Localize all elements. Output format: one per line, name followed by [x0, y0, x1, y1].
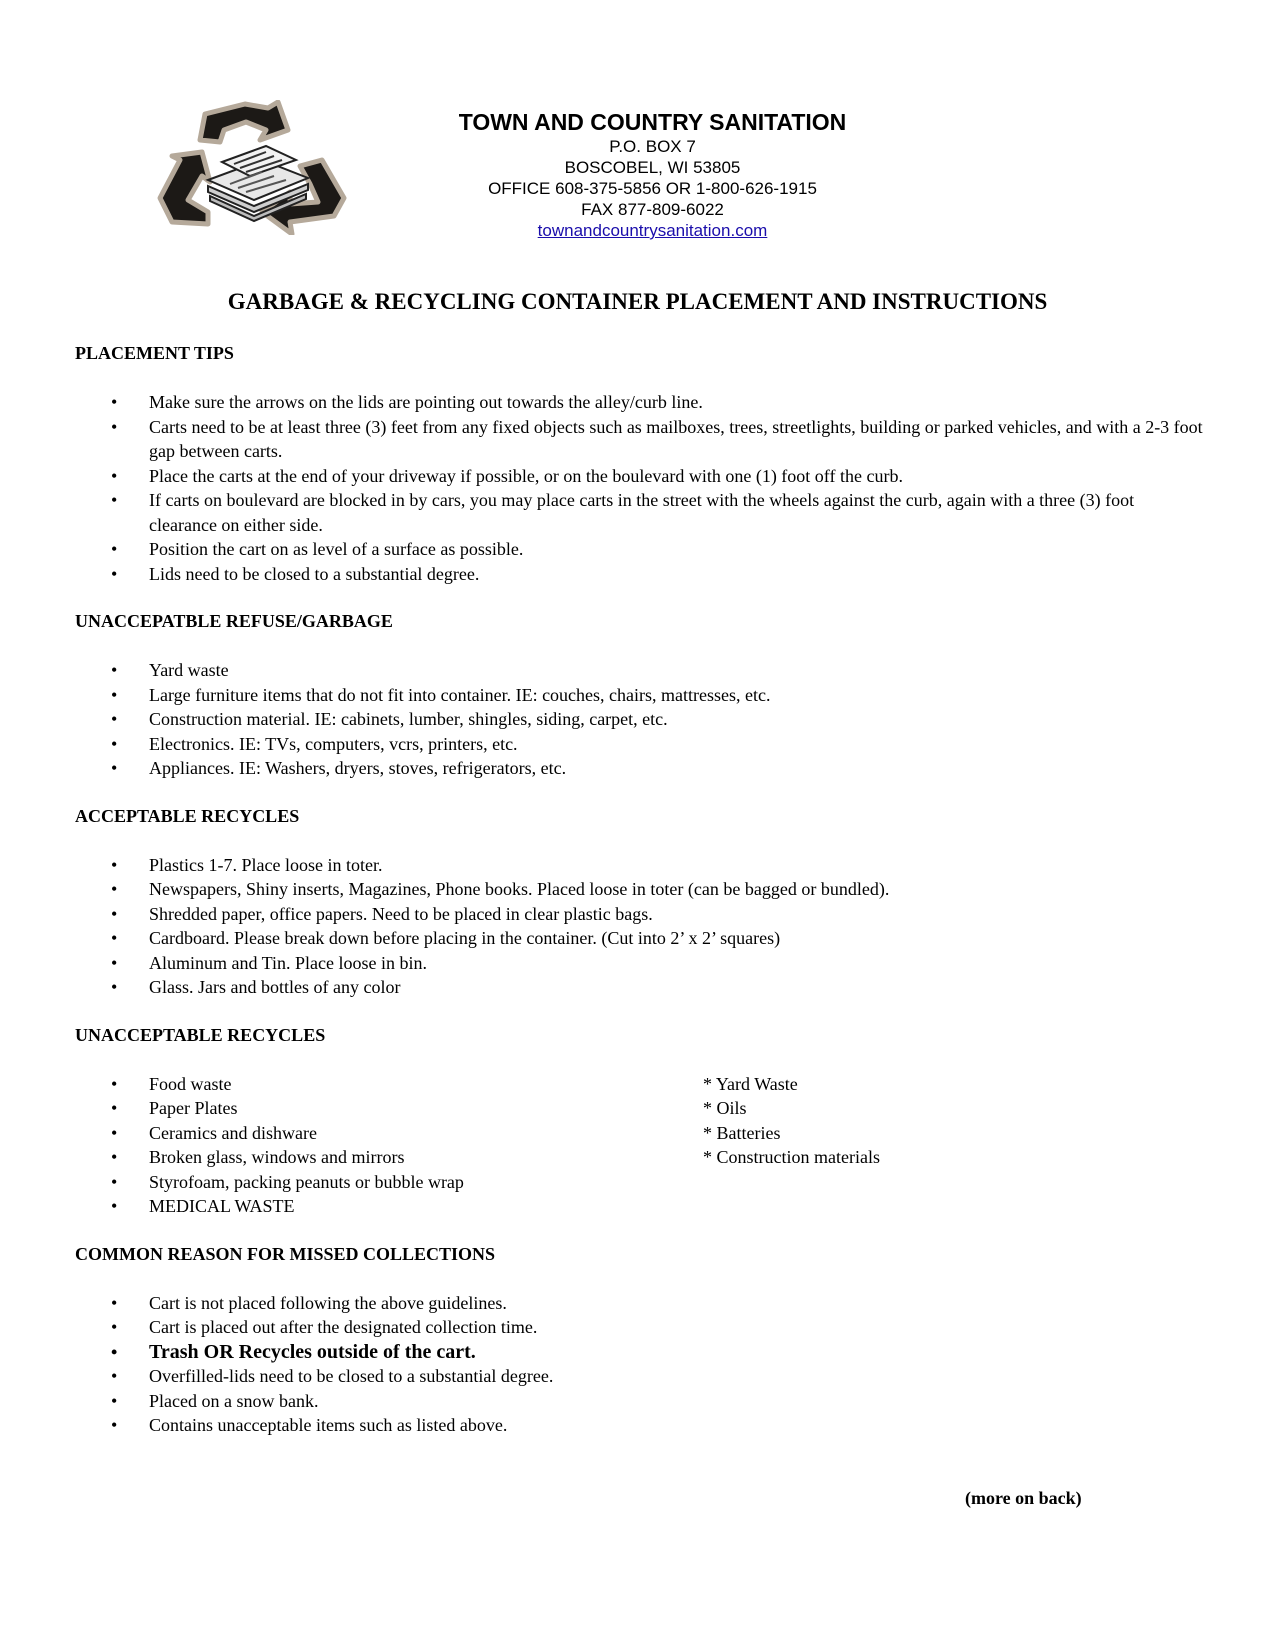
recycle-newspaper-icon [150, 100, 355, 235]
fax-number: FAX 877-809-6022 [581, 200, 724, 219]
document-body [75, 342, 1205, 1462]
acceptable-recycles-section [75, 805, 1205, 1000]
list-item: • Electronics. IE: TVs, computers, vcrs, printers, etc. [75, 732, 1205, 757]
asterisk-item: * Yard Waste [703, 1073, 798, 1094]
list-item: • MEDICAL WASTE [75, 1194, 1205, 1219]
list-item: • Placed on a snow bank. [75, 1389, 1205, 1414]
po-box: P.O. BOX 7 [609, 137, 696, 156]
unacceptable-recycles-section [75, 1024, 1205, 1219]
website-link[interactable]: townandcountrysanitation.com [537, 221, 768, 240]
office-phone: OFFICE 608-375-5856 OR 1-800-626-1915 [488, 179, 817, 198]
asterisk-item: * Batteries [703, 1122, 781, 1143]
list-item: • Place the carts at the end of your driveway if possible, or on the boulevard with one (1) foot off the curb. [75, 464, 1205, 489]
bullet-list [75, 390, 1205, 586]
asterisk-item: * Oils [703, 1098, 747, 1118]
list-item: • Styrofoam, packing peanuts or bubble wrap [75, 1170, 1205, 1195]
list-item: • Plastics 1-7. Place loose in toter. [75, 853, 1205, 878]
list-item: • Cart is placed out after the designated collection time. [75, 1315, 1205, 1340]
list-item: • Overfilled-lids need to be closed to a substantial degree. [75, 1364, 1205, 1389]
list-item: • Newspapers, Shiny inserts, Magazines, Phone books. Placed loose in toter (can be bagged or bundled). [75, 877, 1205, 902]
asterisk-list [703, 1072, 1103, 1170]
list-item: • Appliances. IE: Washers, dryers, stoves, refrigerators, etc. [75, 756, 1205, 781]
list-item: • Carts need to be at least three (3) feet from any fixed objects such as mailboxes, trees, streetlights, building or parked vehicles, and with a 2-3 foot gap between carts. [75, 415, 1205, 464]
section-heading: UNACCEPTABLE RECYCLES [75, 1024, 326, 1045]
list-item: • Large furniture items that do not fit into container. IE: couches, chairs, mattresses, etc. [75, 683, 1205, 708]
list-item: • Broken glass, windows and mirrors [75, 1145, 1205, 1170]
list-item: • Paper Plates [75, 1096, 1205, 1121]
list-item-emphasis: • Trash OR Recycles outside of the cart. [75, 1340, 1205, 1365]
unacceptable-refuse-section [75, 610, 1205, 781]
list-item: • Ceramics and dishware [75, 1121, 1205, 1146]
company-header [450, 108, 855, 241]
list-item: • Aluminum and Tin. Place loose in bin. [75, 951, 1205, 976]
missed-collections-section [75, 1243, 1205, 1438]
list-item: • Cart is not placed following the above guidelines. [75, 1291, 1205, 1316]
bullet-list [75, 853, 1205, 1000]
bullet-list [75, 658, 1205, 781]
list-item: • Construction material. IE: cabinets, lumber, shingles, siding, carpet, etc. [75, 707, 1205, 732]
list-item: • Glass. Jars and bottles of any color [75, 975, 1205, 1000]
list-item: • Yard waste [75, 658, 1205, 683]
city-address: BOSCOBEL, WI 53805 [564, 158, 741, 177]
list-item: • Make sure the arrows on the lids are pointing out towards the alley/curb line. [75, 390, 1205, 415]
list-item: • Shredded paper, office papers. Need to be placed in clear plastic bags. [75, 902, 1205, 927]
section-heading: UNACCEPATBLE REFUSE/GARBAGE [75, 611, 393, 631]
document-title: GARBAGE & RECYCLING CONTAINER PLACEMENT AND INSTRUCTIONS [227, 289, 1048, 314]
bullet-list [75, 1291, 1205, 1438]
two-column-list [75, 1072, 1205, 1219]
more-on-back-note: (more on back) [965, 1488, 1082, 1508]
list-item: • Food waste [75, 1072, 1205, 1097]
list-item: • If carts on boulevard are blocked in by cars, you may place carts in the street with the wheels against the curb, again with a three (3) foot clearance on either side. [75, 488, 1205, 537]
section-heading: COMMON REASON FOR MISSED COLLECTIONS [75, 1243, 496, 1264]
list-item: • Position the cart on as level of a surface as possible. [75, 537, 1205, 562]
company-name: TOWN AND COUNTRY SANITATION [458, 109, 847, 135]
placement-tips-section [75, 342, 1205, 586]
section-heading: PLACEMENT TIPS [75, 343, 234, 363]
list-item: • Lids need to be closed to a substantial degree. [75, 562, 1205, 587]
section-heading: ACCEPTABLE RECYCLES [75, 805, 300, 826]
list-item: • Cardboard. Please break down before placing in the container. (Cut into 2’ x 2’ squares) [75, 926, 1205, 951]
asterisk-item: * Construction materials [703, 1147, 880, 1167]
list-item: • Contains unacceptable items such as listed above. [75, 1413, 1205, 1438]
